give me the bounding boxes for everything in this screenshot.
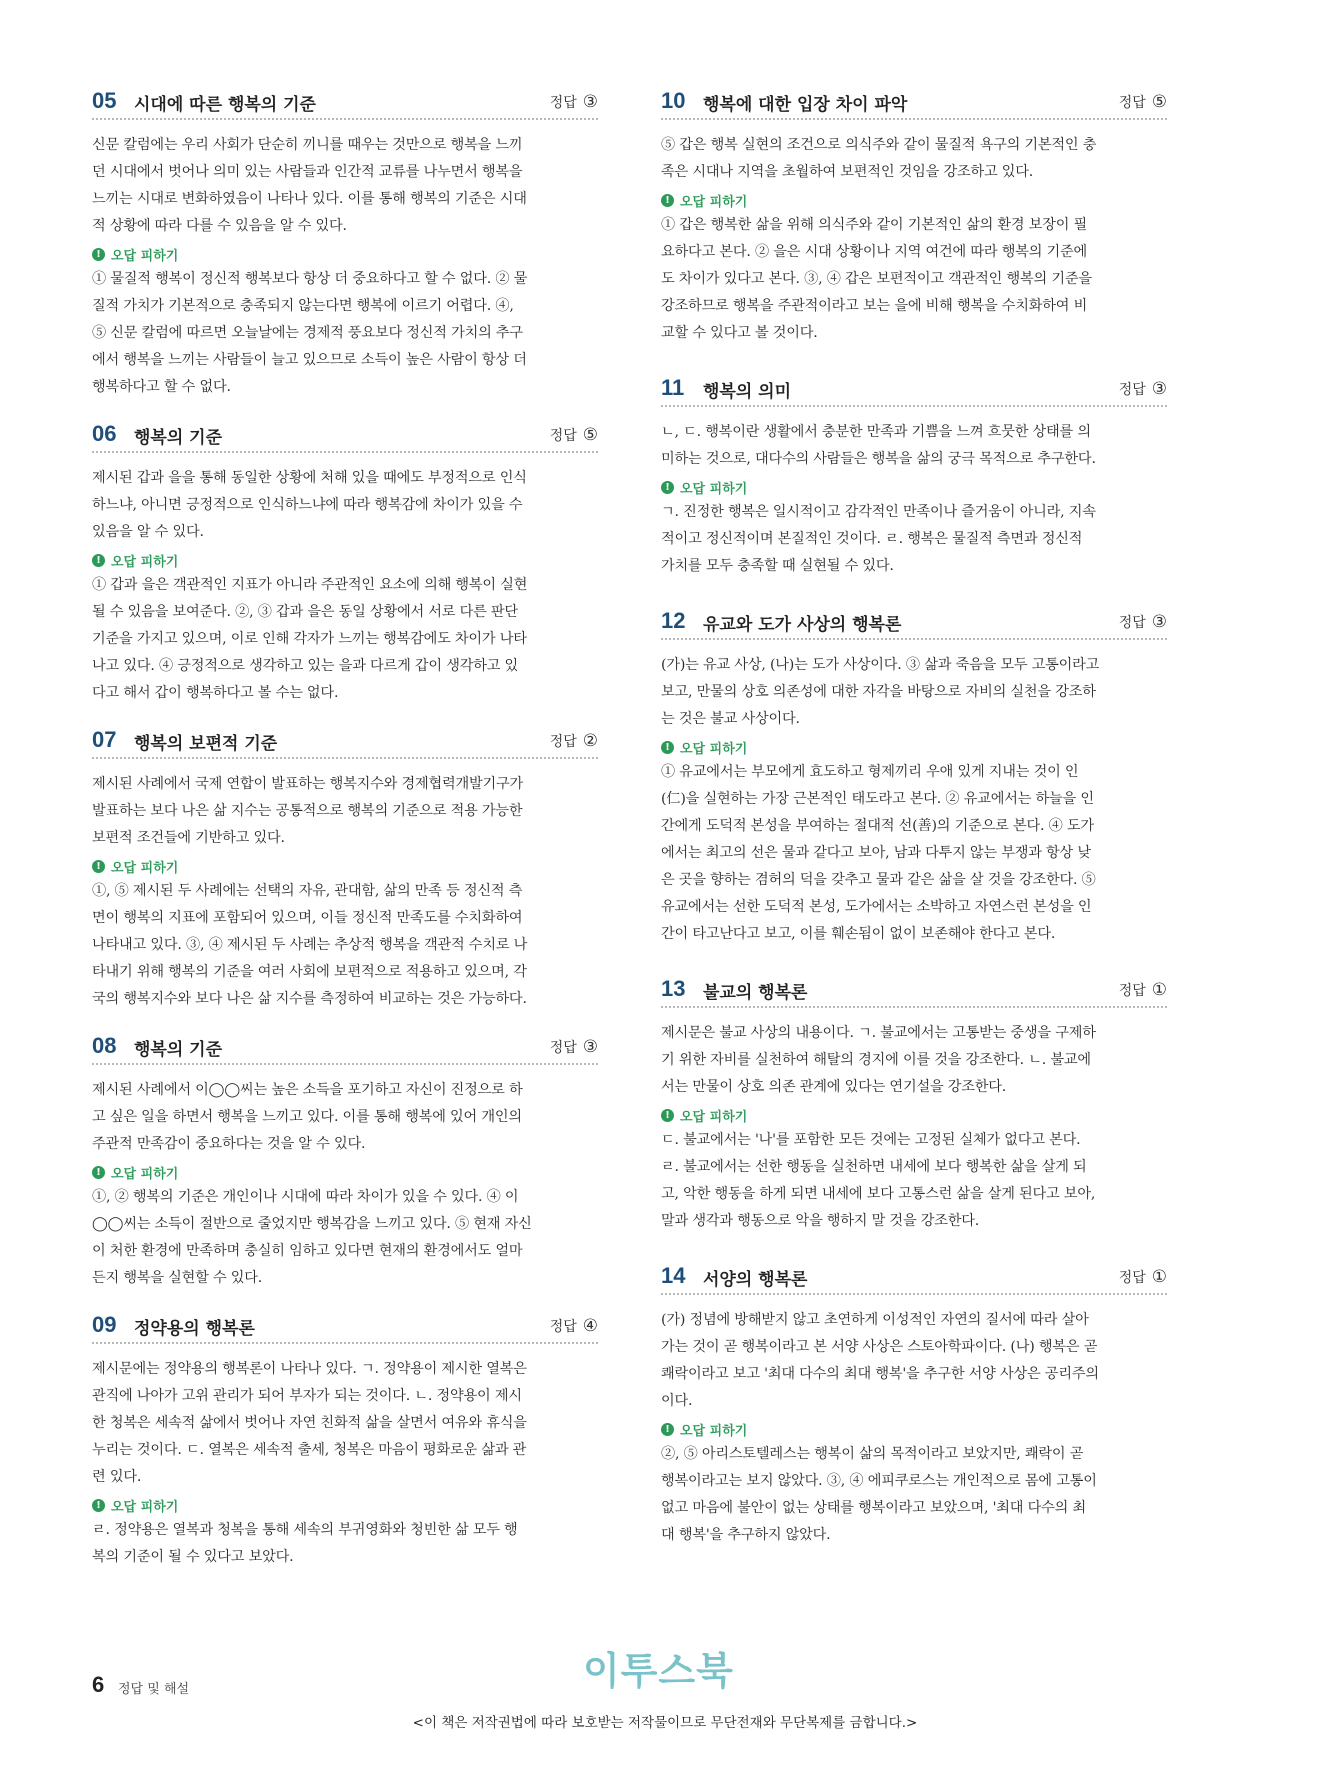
- question-block: [661, 375, 1167, 580]
- wrong-answer-line: 교할 수 있다고 볼 것이다.: [661, 325, 818, 341]
- answer-choice: ①: [1151, 1267, 1167, 1287]
- wrong-answer-line: 간에게 도덕적 본성을 부여하는 절대적 선(善)의 기준으로 본다. ④ 도가: [661, 818, 1094, 834]
- answer-label: [550, 1037, 598, 1057]
- explanation-line: 제시된 사례에서 국제 연합이 발표하는 행복지수와 경제협력개발기구가: [92, 776, 524, 792]
- page-number: 6: [92, 1672, 105, 1697]
- wrong-answer-line: 나타내고 있다. ③, ④ 제시된 두 사례는 추상적 행복을 객관적 수치로 나: [92, 937, 528, 953]
- wrong-answer-line: ㄷ. 불교에서는 '나'를 포함한 모든 것에는 고정된 실체가 없다고 본다.: [661, 1132, 1081, 1148]
- question-number: 06: [92, 421, 117, 446]
- wrong-answer-line: 행복하다고 할 수 없다.: [92, 379, 231, 395]
- exclamation-icon: !: [92, 1166, 105, 1179]
- explanation-line: ㄴ, ㄷ. 행복이란 생활에서 충분한 만족과 기쁨을 느껴 흐뭇한 상태를 의: [661, 424, 1091, 440]
- question-header: [92, 1033, 598, 1065]
- answer-label: [550, 731, 598, 751]
- wrong-answer-line: 다고 해서 갑이 행복하다고 볼 수는 없다.: [92, 685, 339, 701]
- answer-choice: ②: [582, 731, 598, 751]
- question-header: [92, 421, 598, 453]
- wrong-answer-line: 은 곳을 향하는 겸허의 덕을 갖추고 물과 같은 삶을 살 것을 강조한다. ⑤: [661, 872, 1096, 888]
- wrong-answer-line: 적이고 정신적이며 본질적인 것이다. ㄹ. 행복은 물질적 측면과 정신적: [661, 531, 1083, 547]
- question-block: [92, 1033, 598, 1292]
- answer-label-text: 정답: [549, 1319, 577, 1335]
- explanation-line: 련 있다.: [92, 1469, 142, 1485]
- exclamation-icon: !: [92, 248, 105, 261]
- odap-heading: [661, 475, 1167, 499]
- odap-label: 오답 피하기: [111, 248, 179, 264]
- explanation-line: ⑤ 갑은 행복 실현의 조건으로 의식주와 같이 물질적 욕구의 기본적인 충: [661, 137, 1097, 153]
- wrong-answer-line: 질적 가치가 기본적으로 충족되지 않는다면 행복에 이르기 어렵다. ④,: [92, 298, 514, 314]
- exclamation-icon: !: [661, 1109, 674, 1122]
- wrong-answer-line: 기준을 가지고 있으며, 이로 인해 각자가 느끼는 행복감에도 차이가 나타: [92, 631, 527, 647]
- wrong-answer-line: 이 처한 환경에 만족하며 충실히 임하고 있다면 현재의 환경에서도 얼마: [92, 1243, 523, 1259]
- explanation-line: 제시된 사례에서 이◯◯씨는 높은 소득을 포기하고 자신이 진정으로 하: [92, 1082, 523, 1098]
- question-block: [92, 88, 598, 401]
- answer-label-text: 정답: [549, 734, 577, 750]
- odap-label: 오답 피하기: [680, 1109, 748, 1125]
- explanation-line: 제시문은 불교 사상의 내용이다. ㄱ. 불교에서는 고통받는 중생을 구제하: [661, 1025, 1096, 1041]
- explanation-line: 서는 만물이 상호 의존 관계에 있다는 연기설을 강조한다.: [661, 1079, 1007, 1095]
- question-header: [661, 375, 1167, 407]
- explanation-line: 보편적 조건들에 기반하고 있다.: [92, 830, 285, 846]
- question-title: 불교의 행복론: [703, 983, 808, 1003]
- answer-label: [550, 1316, 598, 1336]
- wrong-answer-line: 에서 행복을 느끼는 사람들이 늘고 있으므로 소득이 높은 사람이 항상 더: [92, 352, 527, 368]
- question-title: 서양의 행복론: [703, 1270, 808, 1290]
- explanation-line: 느끼는 시대로 변화하였음이 나타나 있다. 이를 통해 행복의 기준은 시대: [92, 191, 527, 207]
- question-number: 13: [661, 976, 686, 1001]
- question-header: [661, 608, 1167, 640]
- wrong-answer-line: 대 행복'을 추구하지 않았다.: [661, 1527, 831, 1543]
- odap-heading: [661, 735, 1167, 759]
- answer-label-text: 정답: [549, 1040, 577, 1056]
- explanation-line: (가) 정념에 방해받지 않고 초연하게 이성적인 자연의 질서에 따라 살아: [661, 1312, 1089, 1328]
- wrong-answer-line: ① 갑은 행복한 삶을 위해 의식주와 같이 기본적인 삶의 환경 보장이 필: [661, 217, 1088, 233]
- wrong-answer-line: 타내기 위해 행복의 기준을 여러 사회에 보편적으로 적용하고 있으며, 각: [92, 964, 527, 980]
- odap-label: 오답 피하기: [111, 1166, 179, 1182]
- answer-label: [1119, 612, 1167, 632]
- wrong-answer-line: ㄱ. 진정한 행복은 일시적이고 감각적인 만족이나 즐거움이 아니라, 지속: [661, 504, 1096, 520]
- question-header: [661, 976, 1167, 1008]
- question-number: 09: [92, 1312, 117, 1337]
- question-title: 행복의 의미: [703, 382, 792, 402]
- explanation-line: 고 싶은 일을 하면서 행복을 느끼고 있다. 이를 통해 행복에 있어 개인의: [92, 1109, 522, 1125]
- left-column: [92, 88, 598, 1571]
- odap-heading: [661, 1103, 1167, 1127]
- answer-label: [1119, 379, 1167, 399]
- question-header: [92, 727, 598, 759]
- answer-label: [1119, 1267, 1167, 1287]
- question-block: [92, 727, 598, 1013]
- wrong-answer-line: 국의 행복지수와 보다 나은 삶 지수를 측정하여 비교하는 것은 가능하다.: [92, 991, 527, 1007]
- answer-label-text: 정답: [1118, 983, 1146, 999]
- answer-label-text: 정답: [1118, 95, 1146, 111]
- question-title: 정약용의 행복론: [134, 1319, 255, 1339]
- wrong-answer-line: 간이 타고난다고 보고, 이를 훼손됨이 없이 보존해야 한다고 본다.: [661, 926, 1056, 942]
- question-block: [661, 976, 1167, 1235]
- question-block: [92, 1312, 598, 1571]
- question-block: [661, 88, 1167, 347]
- question-header: [92, 88, 598, 120]
- question-number: 10: [661, 88, 686, 113]
- question-number: 14: [661, 1263, 686, 1288]
- right-column: [661, 88, 1167, 1549]
- odap-heading: [92, 548, 598, 572]
- answer-label: [550, 92, 598, 112]
- answer-label-text: 정답: [1118, 1270, 1146, 1286]
- wrong-answer-line: 복의 기준이 될 수 있다고 보았다.: [92, 1549, 294, 1565]
- wrong-answer-line: 고, 악한 행동을 하게 되면 내세에 보다 고통스런 삶을 살게 된다고 보아,: [661, 1186, 1096, 1202]
- odap-label: 오답 피하기: [680, 1423, 748, 1439]
- question-title: 유교와 도가 사상의 행복론: [703, 615, 902, 635]
- question-number: 07: [92, 727, 117, 752]
- odap-heading: [92, 854, 598, 878]
- wrong-answer-line: ㄹ. 불교에서는 선한 행동을 실천하면 내세에 보다 행복한 삶을 살게 되: [661, 1159, 1087, 1175]
- wrong-answer-line: ① 물질적 행복이 정신적 행복보다 항상 더 중요하다고 할 수 없다. ② 물: [92, 271, 528, 287]
- explanation-line: 적 상황에 따라 다를 수 있음을 알 수 있다.: [92, 218, 347, 234]
- answer-choice: ④: [582, 1316, 598, 1336]
- answer-choice: ③: [582, 1037, 598, 1057]
- wrong-answer-line: 될 수 있음을 보여준다. ②, ③ 갑과 을은 동일 상황에서 서로 다른 판단: [92, 604, 518, 620]
- wrong-answer-line: 나고 있다. ④ 긍정적으로 생각하고 있는 을과 다르게 갑이 생각하고 있: [92, 658, 519, 674]
- publisher-logo: 이투스북: [583, 1649, 734, 1693]
- explanation-line: 신문 칼럼에는 우리 사회가 단순히 끼니를 때우는 것만으로 행복을 느끼: [92, 137, 523, 153]
- question-title: 행복의 보편적 기준: [134, 734, 278, 754]
- wrong-answer-line: 행복이라고는 보지 않았다. ③, ④ 에피쿠로스는 개인적으로 몸에 고통이: [661, 1473, 1097, 1489]
- explanation-line: 기 위한 자비를 실천하여 해탈의 경지에 이를 것을 강조한다. ㄴ. 불교에: [661, 1052, 1091, 1068]
- answer-choice: ⑤: [582, 425, 598, 445]
- question-block: [661, 608, 1167, 948]
- answer-choice: ①: [1151, 980, 1167, 1000]
- explanation-line: 제시된 갑과 을을 통해 동일한 상황에 처해 있을 때에도 부정적으로 인식: [92, 470, 527, 486]
- page-label: 정답 및 해설: [118, 1682, 190, 1697]
- question-block: [661, 1263, 1167, 1549]
- odap-label: 오답 피하기: [680, 741, 748, 757]
- question-number: 05: [92, 88, 117, 113]
- explanation-line: 미하는 것으로, 대다수의 사람들은 행복을 삶의 궁극 목적으로 추구한다.: [661, 451, 1096, 467]
- question-number: 12: [661, 608, 686, 633]
- wrong-answer-line: 요하다고 본다. ② 을은 시대 상황이나 지역 여건에 따라 행복의 기준에: [661, 244, 1088, 260]
- question-title: 행복의 기준: [134, 1040, 223, 1060]
- answer-label-text: 정답: [1118, 615, 1146, 631]
- answer-label-text: 정답: [549, 428, 577, 444]
- wrong-answer-line: 없고 마음에 불안이 없는 상태를 행복이라고 보았으며, '최대 다수의 최: [661, 1500, 1086, 1516]
- odap-heading: [661, 188, 1167, 212]
- wrong-answer-line: 유교에서는 선한 도덕적 본성, 도가에서는 소박하고 자연스런 본성을 인: [661, 899, 1092, 915]
- exclamation-icon: !: [661, 481, 674, 494]
- explanation-line: 보고, 만물의 상호 의존성에 대한 자각을 바탕으로 자비의 실천을 강조하: [661, 684, 1096, 700]
- wrong-answer-line: 면이 행복의 지표에 포함되어 있으며, 이들 정신적 만족도를 수치화하여: [92, 910, 523, 926]
- exclamation-icon: !: [661, 741, 674, 754]
- wrong-answer-line: 말과 생각과 행동으로 악을 행하지 말 것을 강조한다.: [661, 1213, 980, 1229]
- explanation-line: 던 시대에서 벗어나 의미 있는 사람들과 인간적 교류를 나누면서 행복을: [92, 164, 523, 180]
- exclamation-icon: !: [661, 194, 674, 207]
- question-number: 08: [92, 1033, 117, 1058]
- wrong-answer-line: ㄹ. 정약용은 열복과 청복을 통해 세속의 부귀영화와 청빈한 삶 모두 행: [92, 1522, 518, 1538]
- wrong-answer-line: ① 갑과 을은 객관적인 지표가 아니라 주관적인 요소에 의해 행복이 실현: [92, 577, 528, 593]
- exclamation-icon: !: [92, 554, 105, 567]
- explanation-line: 는 것은 불교 사상이다.: [661, 711, 800, 727]
- odap-label: 오답 피하기: [111, 554, 179, 570]
- question-header: [661, 1263, 1167, 1295]
- answer-choice: ③: [582, 92, 598, 112]
- odap-heading: [661, 1417, 1167, 1441]
- question-title: 행복에 대한 입장 차이 파악: [703, 95, 908, 115]
- odap-label: 오답 피하기: [111, 1499, 179, 1515]
- question-header: [661, 88, 1167, 120]
- explanation-line: 누리는 것이다. ㄷ. 열복은 세속적 출세, 청복은 마음이 평화로운 삶과 관: [92, 1442, 527, 1458]
- answer-choice: ③: [1151, 379, 1167, 399]
- explanation-line: 발표하는 보다 나은 삶 지수는 공통적으로 행복의 기준으로 적용 가능한: [92, 803, 523, 819]
- wrong-answer-line: ①, ② 행복의 기준은 개인이나 시대에 따라 차이가 있을 수 있다. ④ 이: [92, 1189, 519, 1205]
- answer-choice: ③: [1151, 612, 1167, 632]
- explanation-line: 쾌락이라고 보고 '최대 다수의 최대 행복'을 추구한 서양 사상은 공리주의: [661, 1366, 1099, 1382]
- odap-heading: [92, 1160, 598, 1184]
- odap-label: 오답 피하기: [680, 194, 748, 210]
- question-number: 11: [661, 375, 685, 400]
- explanation-line: 이다.: [661, 1393, 693, 1409]
- explanation-line: 주관적 만족감이 중요하다는 것을 알 수 있다.: [92, 1136, 366, 1152]
- exclamation-icon: !: [92, 860, 105, 873]
- explanation-line: 제시문에는 정약용의 행복론이 나타나 있다. ㄱ. 정약용이 제시한 열복은: [92, 1361, 527, 1377]
- explanation-line: 한 청복은 세속적 삶에서 벗어나 자연 친화적 삶을 살면서 여유와 휴식을: [92, 1415, 527, 1431]
- exclamation-icon: !: [92, 1499, 105, 1512]
- answer-label: [1119, 92, 1167, 112]
- explanation-line: 하느냐, 아니면 긍정적으로 인식하느냐에 따라 행복감에 차이가 있을 수: [92, 497, 523, 513]
- wrong-answer-line: 가치를 모두 충족할 때 실현될 수 있다.: [661, 558, 894, 574]
- odap-heading: [92, 1493, 598, 1517]
- wrong-answer-line: 든지 행복을 실현할 수 있다.: [92, 1270, 263, 1286]
- wrong-answer-line: 강조하므로 행복을 주관적이라고 보는 을에 비해 행복을 수치화하여 비: [661, 298, 1088, 314]
- wrong-answer-line: ②, ⑤ 아리스토텔레스는 행복이 삶의 목적이라고 보았지만, 쾌락이 곧: [661, 1446, 1084, 1462]
- wrong-answer-line: 도 차이가 있다고 본다. ③, ④ 갑은 보편적이고 객관적인 행복의 기준을: [661, 271, 1092, 287]
- exclamation-icon: !: [661, 1423, 674, 1436]
- question-title: 행복의 기준: [134, 428, 223, 448]
- explanation-line: (가)는 유교 사상, (나)는 도가 사상이다. ③ 삶과 죽음을 모두 고통이라고: [661, 657, 1100, 673]
- explanation-line: 족은 시대나 지역을 초월하여 보편적인 것임을 강조하고 있다.: [661, 164, 1034, 180]
- wrong-answer-line: ① 유교에서는 부모에게 효도하고 형제끼리 우애 있게 지내는 것이 인: [661, 764, 1079, 780]
- odap-label: 오답 피하기: [680, 481, 748, 497]
- wrong-answer-line: ◯◯씨는 소득이 절반으로 줄었지만 행복감을 느끼고 있다. ⑤ 현재 자신: [92, 1216, 532, 1232]
- explanation-line: 있음을 알 수 있다.: [92, 524, 204, 540]
- odap-heading: [92, 242, 598, 266]
- answer-label-text: 정답: [1118, 382, 1146, 398]
- answer-label: [550, 425, 598, 445]
- question-block: [92, 421, 598, 707]
- explanation-line: 가는 것이 곧 행복이라고 본 서양 사상은 스토아학파이다. (나) 행복은 곧: [661, 1339, 1098, 1355]
- wrong-answer-line: 에서는 최고의 선은 물과 같다고 보아, 남과 다투지 않는 부쟁과 항상 낮: [661, 845, 1091, 861]
- explanation-line: 관직에 나아가 고위 관리가 되어 부자가 되는 것이다. ㄴ. 정약용이 제시: [92, 1388, 522, 1404]
- answer-choice: ⑤: [1151, 92, 1167, 112]
- answer-label-text: 정답: [549, 95, 577, 111]
- question-title: 시대에 따른 행복의 기준: [134, 95, 316, 115]
- copyright-notice: <이 책은 저작권법에 따라 보호받는 저작물이므로 무단전재와 무단복제를 금합니다.>: [412, 1715, 918, 1731]
- odap-label: 오답 피하기: [111, 860, 179, 876]
- answer-label: [1119, 980, 1167, 1000]
- wrong-answer-line: ①, ⑤ 제시된 두 사례에는 선택의 자유, 관대함, 삶의 만족 등 정신적 측: [92, 883, 523, 899]
- wrong-answer-line: ⑤ 신문 칼럼에 따르면 오늘날에는 경제적 풍요보다 정신적 가치의 추구: [92, 325, 523, 341]
- question-header: [92, 1312, 598, 1344]
- wrong-answer-line: (仁)을 실현하는 가장 근본적인 태도라고 본다. ② 유교에서는 하늘을 인: [661, 791, 1094, 807]
